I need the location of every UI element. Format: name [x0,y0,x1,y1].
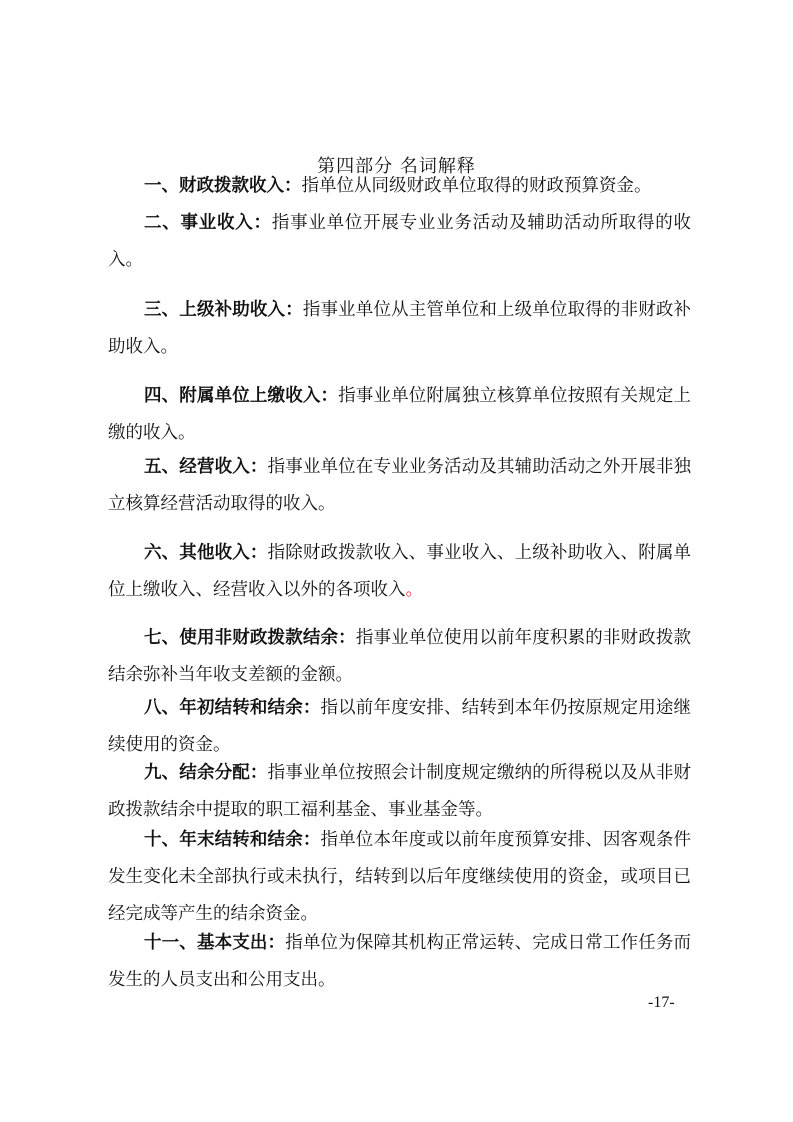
entry-7 [108,620,691,694]
entry-term: 十一、基本支出： [144,933,286,953]
entry-term: 三、上级补助收入： [144,300,303,320]
entry-10 [108,822,691,933]
entry-11 [108,925,691,999]
entry-6 [108,535,691,609]
entry-text: 指事业单位从主管单位和上级单位取得的非财政补助收入。 [108,300,692,357]
entry-text: 指以前年度安排、结转到本年仍按原规定用途继续使用的资金。 [108,698,691,755]
entry-term: 七、使用非财政拨款结余： [144,628,356,648]
entry-term: 八、年初结转和结余： [144,698,321,718]
entry-text: 指除财政拨款收入、事业收入、上级补助收入、附属单位上缴收入、经营收入以外的各项收入 [108,543,692,600]
entry-text: 指事业单位附属独立核算单位按照有关规定上缴的收入。 [108,386,692,443]
entry-text: 指事业单位开展专业业务活动及辅助活动所取得的收入。 [108,213,692,270]
entry-term: 四、附属单位上缴收入： [144,386,339,406]
entry-term: 一、财政拨款收入： [144,176,302,196]
entry-8 [108,690,691,764]
page-title: 第四部分 名词解释 [317,156,476,177]
entry-text: 指事业单位使用以前年度积累的非财政拨款结余弥补当年收支差额的金额。 [108,628,692,685]
page-number: -17- [648,994,675,1011]
entry-1 [108,168,691,205]
entry-text: 指单位从同级财政单位取得的财政预算资金。 [301,176,652,196]
entry-text: 指事业单位在专业业务活动及其辅助活动之外开展非独立核算经营活动取得的收入。 [108,457,692,514]
entry-text: 指单位为保障其机构正常运转、完成日常工作任务而发生的人员支出和公用支出。 [108,933,692,990]
entry-text: 指事业单位按照会计制度规定缴纳的所得税以及从非财政拨款结余中提取的职工福利基金、事业基金等。 [108,763,692,820]
entry-term: 九、结余分配： [144,763,268,783]
entry-9 [108,755,691,829]
entry-term: 二、事业收入： [144,213,272,233]
entry-2 [108,205,691,279]
entry-term: 十、年末结转和结余： [144,830,321,850]
entry-3 [108,292,691,366]
entry-text: 指单位本年度或以前年度预算安排、因客观条件发生变化未全部执行或未执行，结转到以后年度继续使用的资金，或项目已经完成等产生的结余资金。 [108,830,691,924]
entry-5 [108,449,691,523]
entry-4 [108,378,691,452]
entry-term: 六、其他收入： [144,543,268,563]
entry-term: 五、经营收入： [144,457,268,477]
entry-end-mark: 。 [405,580,423,600]
